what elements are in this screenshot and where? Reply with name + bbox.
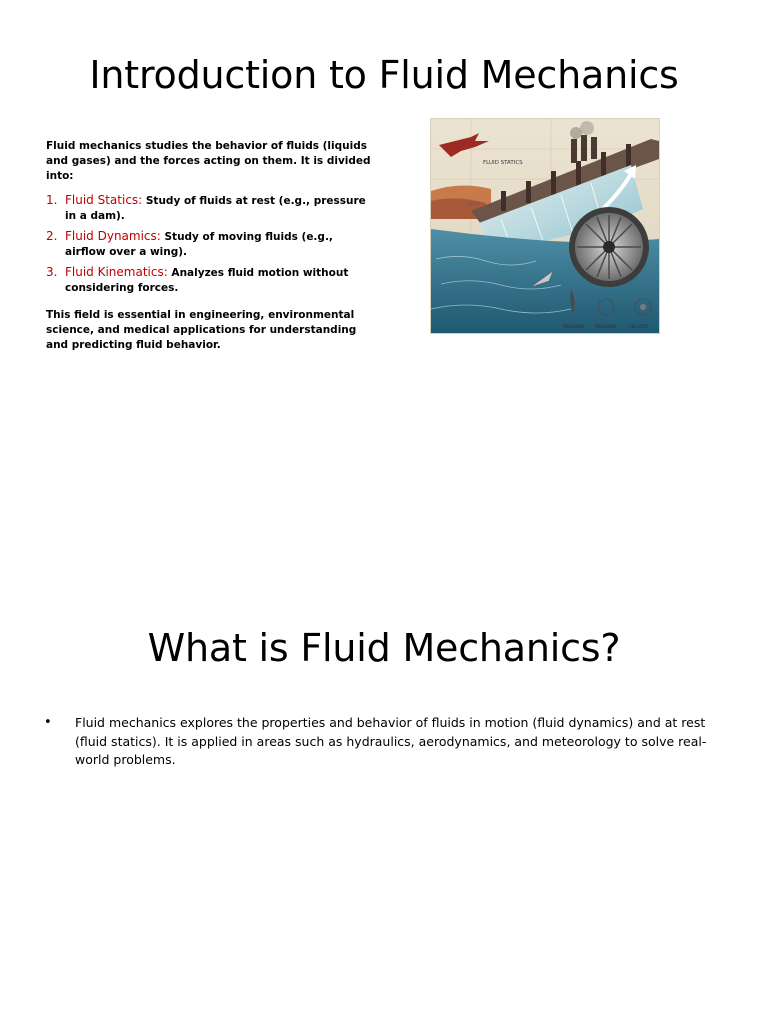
closing-paragraph: This field is essential in engineering, environmental science, and medical applications for understanding and predicting fluid behavior.	[46, 309, 357, 351]
intro-paragraph: Fluid mechanics studies the behavior of fluids (liquids and gases) and the forces acting on them. It is divided into:	[46, 140, 371, 182]
illustration-label: VELOCITY	[629, 324, 649, 329]
illustration-svg	[431, 119, 659, 333]
bullet-symbol: •	[44, 715, 52, 730]
list-item	[46, 193, 376, 224]
content-text-block	[46, 139, 376, 353]
bullet-list	[44, 714, 724, 770]
list-description: Analyzes fluid motion without considering forces.	[65, 267, 349, 294]
list-item	[46, 229, 376, 260]
illustration-label: FLUID STATICS	[483, 160, 523, 166]
list-item	[46, 265, 376, 296]
illustration-label: PRESSURE	[595, 324, 617, 329]
slide-title: What is Fluid Mechanics?	[147, 626, 621, 670]
list-description: Study of moving fluids (e.g., airflow over a wing).	[65, 231, 333, 258]
illustration-label: STATICS	[466, 202, 481, 206]
bullet-text: Fluid mechanics explores the properties and behavior of fluids in motion (fluid dynamics) and at rest (fluid statics). It is applied in areas such as hydraulics, aerodynamics, and meteorology to solve real-world problems.	[75, 715, 707, 767]
list-number: 2.	[46, 229, 58, 243]
illustration-label: PRESSURE	[563, 324, 585, 329]
list-number: 1.	[46, 193, 58, 207]
list-term: Fluid Statics:	[65, 193, 143, 207]
list-term: Fluid Kinematics:	[65, 265, 168, 279]
fluid-mechanics-illustration	[430, 118, 660, 334]
slide-title: Introduction to Fluid Mechanics	[89, 53, 679, 97]
list-term: Fluid Dynamics:	[65, 229, 161, 243]
slide-definition	[0, 576, 768, 1024]
list-number: 3.	[46, 265, 58, 279]
fluid-mechanics-branches-list	[46, 193, 376, 296]
list-description: Study of fluids at rest (e.g., pressure in a dam).	[65, 195, 366, 222]
